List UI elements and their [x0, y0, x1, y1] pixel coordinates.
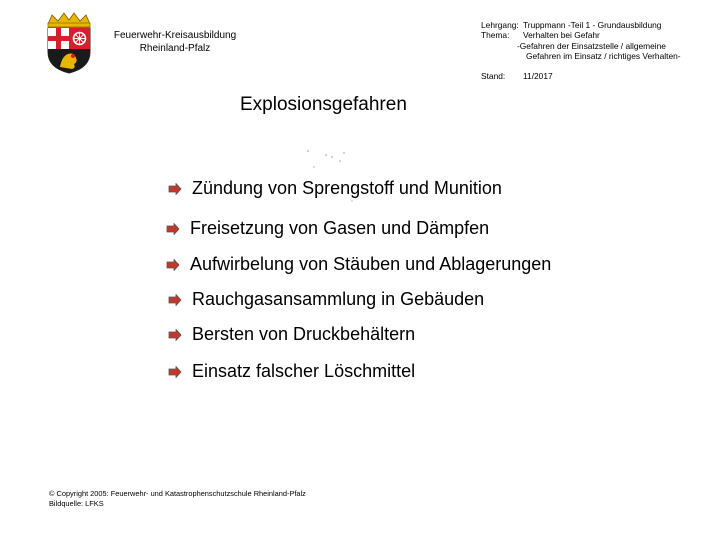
bullet-text-1: Zündung von Sprengstoff und Munition — [192, 178, 502, 198]
thema-line-1: Verhalten bei Gefahr — [523, 30, 600, 41]
image-source-text: Bildquelle: LFKS — [49, 499, 104, 508]
lehrgang-value: Truppmann -Teil 1 - Grundausbildung — [523, 20, 662, 30]
bullet-text-2: Freisetzung von Gasen und Dämpfen — [190, 218, 490, 238]
bullet-item-3 — [166, 254, 551, 275]
stand-value: 11/2017 — [523, 71, 553, 82]
footer — [49, 489, 306, 509]
arrow-bullet-icon — [168, 294, 182, 306]
lehrgang-label: Lehrgang: — [481, 20, 519, 30]
organisation-name — [100, 29, 250, 55]
thema-line-3: Gefahren im Einsatz / richtiges Verhalten- — [526, 50, 681, 61]
bullet-item-6 — [168, 361, 415, 382]
bullet-text-4: Rauchgasansammlung in Gebäuden — [192, 289, 485, 309]
thema-row — [481, 30, 713, 40]
bullet-text-5: Bersten von Druckbehältern — [192, 324, 416, 344]
arrow-bullet-icon — [168, 366, 182, 378]
bullet-text-3: Aufwirbelung von Stäuben und Ablagerungen — [190, 254, 552, 274]
stand-row — [481, 71, 713, 81]
org-line-2: Rheinland-Pfalz — [139, 43, 211, 54]
thema-label: Thema: — [481, 30, 510, 41]
org-line-1: Feuerwehr-Kreisausbildung — [113, 30, 237, 41]
copyright-text: © Copyright 2005: Feuerwehr- und Katastrophenschutzschule Rheinland-Pfalz — [49, 489, 306, 498]
arrow-bullet-icon — [166, 259, 180, 271]
bullet-item-2 — [166, 218, 489, 239]
bullet-item-4 — [168, 289, 484, 310]
lehrgang-row — [481, 20, 713, 30]
bullet-item-1 — [168, 178, 502, 199]
thema-line-2: -Gefahren der Einsatzstelle / allgemeine — [517, 40, 666, 51]
course-meta — [481, 20, 713, 81]
arrow-bullet-icon — [166, 223, 180, 235]
bullet-text-6: Einsatz falscher Löschmittel — [192, 361, 416, 381]
coat-of-arms-icon — [40, 12, 98, 74]
bullet-item-5 — [168, 324, 415, 345]
arrow-bullet-icon — [168, 183, 182, 195]
slide-title: Explosionsgefahren — [240, 94, 407, 115]
arrow-bullet-icon — [168, 329, 182, 341]
stand-label: Stand: — [481, 71, 506, 82]
